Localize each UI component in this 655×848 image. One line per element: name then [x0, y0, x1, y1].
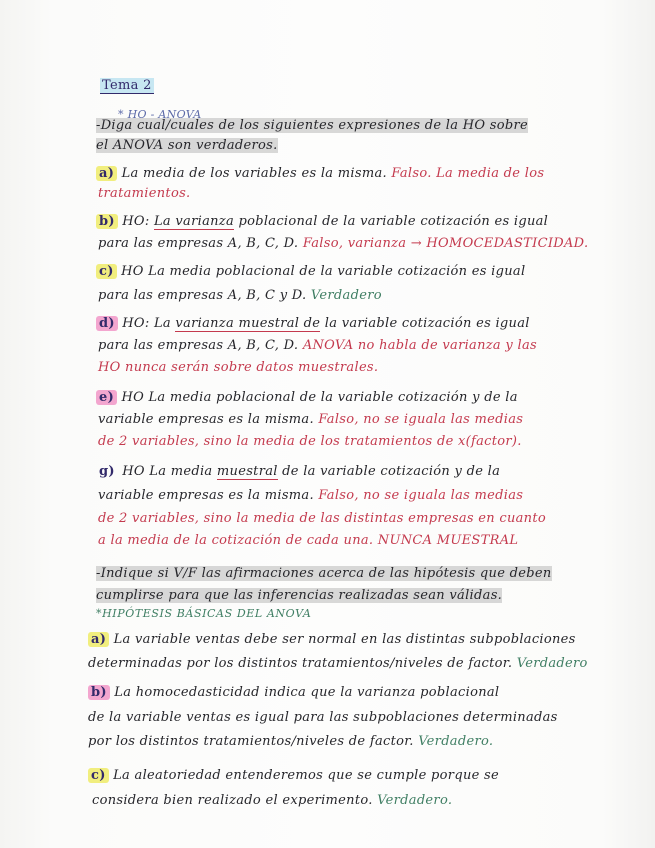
item-b-answer: Falso, varianza → HOMOCEDASTICIDAD. — [302, 236, 589, 251]
hipotesis-c-line-2 — [92, 793, 452, 809]
hipotesis-b-statement: La homocedasticidad indica que la varianza poblacional — [114, 685, 500, 700]
item-g-underlined: muestral — [216, 464, 278, 479]
vf-intro-line-1 — [96, 566, 552, 582]
item-e-answer-cont: de 2 variables, sino la media de los tratamientos de x(factor). — [98, 434, 522, 449]
item-c-statement: HO La media poblacional de la variable cotización es igual — [121, 264, 526, 279]
hipotesis-a-line-2 — [88, 656, 588, 672]
hipotesis-b-statement-cont: por los distintos tratamientos/niveles de factor. — [88, 734, 414, 749]
item-c-label: c) — [96, 264, 117, 279]
item-a-line-1 — [96, 166, 544, 182]
item-d-prefix: HO: La — [122, 316, 171, 331]
ho-anova-heading: * HO - ANOVA — [118, 108, 202, 121]
hipotesis-c-answer: Verdadero. — [377, 793, 453, 808]
item-a-statement: La media de los variables es la misma. — [121, 166, 387, 181]
hipotesis-b-answer: Verdadero. — [418, 734, 494, 749]
page-title — [100, 78, 154, 94]
vf-intro-line-2-text: cumplirse para que las inferencias realizadas sean válidas. — [96, 588, 503, 603]
vf-intro-line-2 — [96, 588, 502, 604]
item-d-answer: ANOVA no habla de varianza y las — [302, 338, 537, 353]
item-b-line-2 — [98, 236, 588, 252]
item-c-line-1 — [96, 264, 525, 280]
hipotesis-c-statement-cont: considera bien realizado el experimento. — [92, 793, 373, 808]
item-d-statement-cont: para las empresas A, B, C, D. — [98, 338, 299, 353]
item-g-line-2 — [98, 488, 523, 504]
item-e-label: e) — [96, 390, 117, 405]
item-c-answer: Verdadero — [310, 288, 382, 303]
vf-intro-line-1-text: -Indique si V/F las afirmaciones acerca de las hipótesis que deben — [96, 566, 552, 581]
item-c-line-2 — [98, 288, 382, 304]
item-e-line-1 — [96, 390, 518, 406]
item-g-line-1 — [96, 464, 500, 480]
item-d-label: d) — [96, 316, 118, 331]
item-b-label: b) — [96, 214, 118, 229]
item-d-underlined: varianza muestral de — [175, 316, 321, 331]
item-d-line-2 — [98, 338, 537, 354]
item-d-answer-cont: HO nunca serán sobre datos muestrales. — [98, 360, 379, 375]
intro-line-1 — [96, 118, 528, 134]
hipotesis-c-label: c) — [88, 768, 109, 783]
hipotesis-heading: *HIPÓTESIS BÁSICAS DEL ANOVA — [96, 607, 312, 620]
item-d-statement: la variable cotización es igual — [324, 316, 530, 331]
intro-line-2 — [96, 138, 278, 154]
hipotesis-a-answer: Verdadero — [516, 656, 588, 671]
hipotesis-a-label: a) — [88, 632, 109, 647]
item-g-statement-cont: variable empresas es la misma. — [98, 488, 314, 503]
hipotesis-b-label: b) — [88, 685, 110, 700]
item-e-statement-cont: variable empresas es la misma. — [98, 412, 314, 427]
hipotesis-b-line-3 — [88, 734, 493, 750]
hipotesis-c-line-1 — [88, 768, 499, 784]
item-a-answer: Falso. La media de los — [391, 166, 545, 181]
item-e-line-2 — [98, 412, 523, 428]
item-b-prefix: HO: — [122, 214, 150, 229]
item-g-statement: de la variable cotización y de la — [282, 464, 501, 479]
page-title-text: Tema 2 — [102, 78, 152, 93]
item-a-label: a) — [96, 166, 117, 181]
item-g-answer: Falso, no se iguala las medias — [318, 488, 524, 503]
intro-line-1-text: -Diga cual/cuales de los siguientes expresiones de la HO sobre — [96, 118, 529, 133]
item-e-statement: HO La media poblacional de la variable cotización y de la — [121, 390, 518, 405]
item-d-line-1 — [96, 316, 530, 332]
item-b-statement-cont: para las empresas A, B, C, D. — [98, 236, 299, 251]
hipotesis-c-statement: La aleatoriedad entenderemos que se cumple porque se — [113, 768, 500, 783]
item-g-answer-cont-2: a la media de la cotización de cada una. NUNCA MUESTRAL — [98, 533, 519, 548]
hipotesis-a-statement: La variable ventas debe ser normal en las distintas subpoblaciones — [113, 632, 576, 647]
item-a-answer-cont: tratamientos. — [98, 186, 191, 201]
item-b-line-1 — [96, 214, 548, 230]
intro-line-2-text: el ANOVA son verdaderos. — [96, 138, 278, 153]
item-g-answer-cont-1: de 2 variables, sino la media de las distintas empresas en cuanto — [98, 511, 547, 526]
item-b-statement: poblacional de la variable cotización es igual — [238, 214, 549, 229]
item-g-prefix: HO La media — [122, 464, 213, 479]
hipotesis-a-line-1 — [88, 632, 576, 648]
item-c-statement-cont: para las empresas A, B, C y D. — [98, 288, 307, 303]
hipotesis-b-line-1 — [88, 685, 499, 701]
item-g-label: g) — [99, 464, 115, 479]
item-e-answer: Falso, no se iguala las medias — [318, 412, 524, 427]
hipotesis-a-statement-cont: determinadas por los distintos tratamientos/niveles de factor. — [88, 656, 513, 671]
item-b-underlined: La varianza — [154, 214, 235, 229]
hipotesis-b-line-2: de la variable ventas es igual para las subpoblaciones determinadas — [88, 710, 558, 725]
